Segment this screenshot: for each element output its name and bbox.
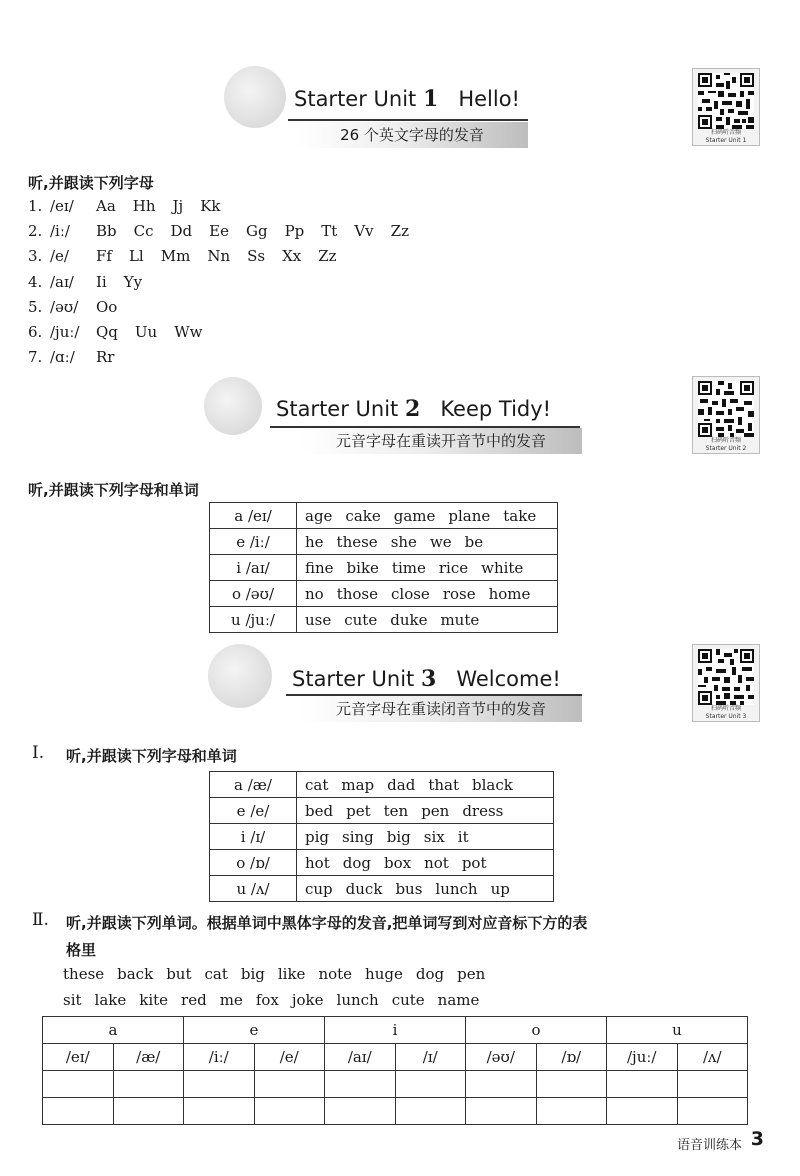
vowel-sound-cell: o /ɒ/ bbox=[210, 850, 297, 876]
letter-pair: Bb bbox=[96, 222, 117, 241]
example-word: game bbox=[393, 506, 436, 525]
table-row bbox=[210, 772, 554, 798]
table-row bbox=[210, 607, 558, 633]
answer-row bbox=[43, 1098, 748, 1125]
example-word: duck bbox=[345, 879, 383, 898]
letter-pair: Tt bbox=[321, 222, 338, 241]
qr-caption-unit: Starter Unit 1 bbox=[705, 137, 747, 144]
example-words-cell bbox=[297, 824, 554, 850]
phonetic-symbol: /aɪ/ bbox=[50, 272, 74, 291]
letter-pair: Xx bbox=[282, 247, 302, 266]
example-word: we bbox=[429, 532, 452, 551]
example-word: sing bbox=[342, 827, 374, 846]
example-word: dog bbox=[342, 853, 371, 872]
phonetic-symbol: /iː/ bbox=[50, 222, 70, 241]
unit2-title: Starter Unit 2 Keep Tidy! bbox=[276, 396, 552, 422]
letter-pair: Qq bbox=[96, 323, 118, 341]
qr-caption-unit: Starter Unit 3 bbox=[705, 713, 747, 720]
letter-pair: Vv bbox=[354, 222, 374, 241]
page-number: 3 bbox=[750, 1128, 764, 1150]
letter-pair: Ii bbox=[96, 272, 107, 291]
line-number: 5. bbox=[28, 297, 43, 316]
phonetic-header-row bbox=[43, 1044, 748, 1071]
line-number: 4. bbox=[28, 272, 43, 291]
example-words-cell bbox=[297, 772, 554, 798]
phonetic-symbol: /eɪ/ bbox=[50, 197, 74, 215]
answer-blank-cell[interactable] bbox=[607, 1098, 678, 1125]
word-bank-word: kite bbox=[139, 991, 169, 1009]
letter-pair: Uu bbox=[134, 323, 158, 341]
table-row bbox=[210, 850, 554, 876]
example-word: dad bbox=[387, 775, 416, 794]
example-word: be bbox=[464, 532, 484, 551]
example-word: it bbox=[457, 827, 469, 846]
vowel-sound-cell: u /juː/ bbox=[210, 607, 297, 633]
vowel-sound-cell: a /eɪ/ bbox=[210, 503, 297, 529]
vowel-header-cell: a bbox=[43, 1017, 184, 1044]
example-words-cell bbox=[297, 581, 558, 607]
example-words-cell bbox=[297, 798, 554, 824]
phonetic-header-cell: /ɪ/ bbox=[395, 1044, 466, 1071]
phonetic-header-cell: /æ/ bbox=[113, 1044, 184, 1071]
word-bank-word: huge bbox=[365, 965, 403, 983]
unit2-phonics-table bbox=[209, 502, 558, 633]
phonetic-symbol: /e/ bbox=[50, 247, 69, 266]
unit2-decor-circle bbox=[204, 377, 262, 435]
letter-pair: Rr bbox=[96, 348, 115, 367]
answer-blank-cell[interactable] bbox=[43, 1071, 114, 1098]
line-number: 7. bbox=[28, 348, 43, 367]
example-word: bike bbox=[346, 558, 379, 577]
example-word: up bbox=[490, 879, 510, 898]
example-word: white bbox=[481, 558, 524, 577]
letter-pair: Zz bbox=[318, 247, 337, 266]
example-word: mute bbox=[440, 610, 480, 629]
letter-pair: Yy bbox=[123, 272, 143, 291]
example-word: bed bbox=[305, 801, 334, 820]
answer-blank-cell[interactable] bbox=[325, 1098, 396, 1125]
letter-pair: Gg bbox=[245, 222, 268, 241]
example-word: pig bbox=[305, 827, 330, 846]
letter-pair: Ll bbox=[128, 247, 144, 266]
word-bank-word: name bbox=[437, 991, 480, 1009]
qr-code-icon bbox=[698, 381, 754, 437]
vowel-sound-cell: i /aɪ/ bbox=[210, 555, 297, 581]
phonetic-header-cell: /ɒ/ bbox=[536, 1044, 607, 1071]
unit2-instruction: 听,并跟读下列字母和单词 bbox=[28, 481, 199, 499]
unit3-part2-instruction-line2: 格里 bbox=[66, 941, 97, 959]
book-title: 语音训练本 bbox=[676, 1138, 742, 1153]
example-word: cat bbox=[305, 775, 329, 794]
example-word: big bbox=[386, 827, 411, 846]
phonetic-header-cell: /əʊ/ bbox=[466, 1044, 537, 1071]
word-bank-word: note bbox=[318, 965, 353, 983]
example-word: rice bbox=[438, 558, 469, 577]
example-word: lunch bbox=[435, 879, 478, 898]
example-word: six bbox=[423, 827, 445, 846]
example-word: duke bbox=[390, 610, 428, 629]
table-row bbox=[210, 581, 558, 607]
answer-table bbox=[42, 1016, 748, 1125]
phonetic-header-cell: /juː/ bbox=[607, 1044, 678, 1071]
example-words-cell bbox=[297, 503, 558, 529]
letter-pair: Nn bbox=[207, 247, 231, 266]
line-number: 3. bbox=[28, 247, 43, 266]
answer-blank-cell[interactable] bbox=[395, 1098, 466, 1125]
vowel-sound-cell: u /ʌ/ bbox=[210, 876, 297, 902]
example-word: time bbox=[391, 558, 426, 577]
letter-line bbox=[28, 348, 131, 366]
letter-line bbox=[28, 247, 354, 265]
vowel-sound-cell: e /e/ bbox=[210, 798, 297, 824]
qr-caption: 扫码听音频 bbox=[710, 437, 741, 444]
vowel-header-cell: o bbox=[466, 1017, 607, 1044]
vowel-header-cell: u bbox=[607, 1017, 748, 1044]
unit3-part1-instruction: 听,并跟读下列字母和单词 bbox=[66, 747, 237, 765]
example-word: dress bbox=[462, 801, 504, 820]
unit1-instruction: 听,并跟读下列字母 bbox=[28, 174, 154, 192]
answer-blank-cell[interactable] bbox=[395, 1071, 466, 1098]
answer-row bbox=[43, 1071, 748, 1098]
phonetic-header-cell: /e/ bbox=[254, 1044, 325, 1071]
unit3-title: Starter Unit 3 Welcome! bbox=[292, 666, 561, 692]
answer-blank-cell[interactable] bbox=[607, 1071, 678, 1098]
word-bank-word: pen bbox=[457, 965, 486, 983]
example-word: map bbox=[341, 775, 375, 794]
example-word: these bbox=[336, 532, 378, 551]
letter-line bbox=[28, 197, 238, 215]
phonetic-header-cell: /iː/ bbox=[184, 1044, 255, 1071]
example-word: age bbox=[305, 506, 333, 525]
word-bank-word: cat bbox=[204, 965, 228, 983]
example-word: box bbox=[383, 853, 412, 872]
vowel-header-row bbox=[43, 1017, 748, 1044]
unit3-part2-instruction-line1: 听,并跟读下列单词。根据单词中黑体字母的发音,把单词写到对应音标下方的表 bbox=[66, 914, 588, 932]
letter-line bbox=[28, 222, 426, 240]
example-words-cell bbox=[297, 529, 558, 555]
word-bank-word: lunch bbox=[336, 991, 379, 1009]
answer-blank-cell[interactable] bbox=[113, 1071, 184, 1098]
answer-blank-cell[interactable] bbox=[677, 1098, 748, 1125]
answer-blank-cell[interactable] bbox=[184, 1098, 255, 1125]
part1-number: Ⅰ. bbox=[32, 743, 45, 763]
table-row bbox=[210, 876, 554, 902]
unit1-subtitle: 26 个英文字母的发音 bbox=[296, 122, 528, 148]
example-word: cute bbox=[344, 610, 378, 629]
example-word: pot bbox=[461, 853, 487, 872]
vowel-header-cell: i bbox=[325, 1017, 466, 1044]
unit3-decor-circle bbox=[208, 644, 272, 708]
example-words-cell bbox=[297, 555, 558, 581]
table-row bbox=[210, 529, 558, 555]
example-word: cake bbox=[345, 506, 381, 525]
letter-line bbox=[28, 323, 219, 341]
answer-blank-cell[interactable] bbox=[325, 1071, 396, 1098]
example-word: bus bbox=[395, 879, 423, 898]
letter-pair: Pp bbox=[284, 222, 305, 241]
word-bank-word: joke bbox=[291, 991, 324, 1009]
example-word: hot bbox=[305, 853, 330, 872]
example-word: use bbox=[305, 610, 332, 629]
vowel-sound-cell: o /əʊ/ bbox=[210, 581, 297, 607]
letter-pair: Hh bbox=[132, 197, 156, 215]
unit2-subtitle: 元音字母在重读开音节中的发音 bbox=[300, 428, 582, 454]
letter-pair: Ee bbox=[209, 222, 229, 241]
example-word: pen bbox=[421, 801, 450, 820]
example-word: take bbox=[503, 506, 537, 525]
example-word: close bbox=[391, 584, 430, 603]
letter-pair: Aa bbox=[96, 197, 116, 215]
unit1-title: Starter Unit 1 Hello! bbox=[294, 86, 520, 112]
letter-pair: Dd bbox=[170, 222, 193, 241]
phonetic-header-cell: /aɪ/ bbox=[325, 1044, 396, 1071]
qr-caption-unit: Starter Unit 2 bbox=[705, 445, 747, 452]
table-row bbox=[210, 503, 558, 529]
qr-caption: 扫码听音频 bbox=[710, 129, 741, 136]
answer-blank-cell[interactable] bbox=[43, 1098, 114, 1125]
line-number: 2. bbox=[28, 222, 43, 241]
example-word: those bbox=[336, 584, 378, 603]
qr-code-unit1[interactable] bbox=[692, 68, 760, 146]
letter-pair: Ss bbox=[247, 247, 266, 266]
word-bank-word: lake bbox=[94, 991, 127, 1009]
example-word: she bbox=[390, 532, 417, 551]
unit1-decor-circle bbox=[224, 66, 286, 128]
example-word: he bbox=[305, 532, 324, 551]
answer-blank-cell[interactable] bbox=[254, 1071, 325, 1098]
answer-blank-cell[interactable] bbox=[254, 1098, 325, 1125]
example-word: black bbox=[471, 775, 513, 794]
word-bank-word: but bbox=[166, 965, 192, 983]
example-word: cup bbox=[305, 879, 333, 898]
letter-pair: Kk bbox=[200, 197, 221, 215]
word-bank-line-2 bbox=[63, 991, 492, 1009]
word-bank-word: like bbox=[277, 965, 306, 983]
example-words-cell bbox=[297, 607, 558, 633]
example-word: rose bbox=[442, 584, 476, 603]
qr-code-unit3[interactable] bbox=[692, 644, 760, 722]
example-word: not bbox=[424, 853, 449, 872]
unit1-rule bbox=[288, 119, 528, 121]
word-bank-word: dog bbox=[415, 965, 445, 983]
example-word: plane bbox=[448, 506, 491, 525]
vowel-sound-cell: i /ɪ/ bbox=[210, 824, 297, 850]
letter-pair: Ff bbox=[96, 247, 112, 266]
letter-pair: Ww bbox=[174, 323, 203, 341]
word-bank-word: red bbox=[181, 991, 207, 1009]
word-bank-word: cute bbox=[391, 991, 425, 1009]
answer-blank-cell[interactable] bbox=[466, 1098, 537, 1125]
letter-line bbox=[28, 298, 134, 316]
answer-blank-cell[interactable] bbox=[677, 1071, 748, 1098]
example-word: no bbox=[305, 584, 324, 603]
example-word: home bbox=[488, 584, 531, 603]
table-row bbox=[210, 555, 558, 581]
word-bank-word: fox bbox=[255, 991, 279, 1009]
example-word: fine bbox=[305, 558, 334, 577]
phonetic-symbol: /juː/ bbox=[50, 323, 80, 341]
phonetic-header-cell: /eɪ/ bbox=[43, 1044, 114, 1071]
word-bank-word: me bbox=[219, 991, 243, 1009]
line-number: 6. bbox=[28, 323, 43, 341]
example-words-cell bbox=[297, 850, 554, 876]
table-row bbox=[210, 824, 554, 850]
letter-pair: Mm bbox=[160, 247, 191, 266]
phonetic-symbol: /əʊ/ bbox=[50, 297, 79, 316]
line-number: 1. bbox=[28, 197, 43, 215]
phonetic-header-cell: /ʌ/ bbox=[677, 1044, 748, 1071]
table-row bbox=[210, 798, 554, 824]
example-word: pet bbox=[346, 801, 371, 820]
part2-number: Ⅱ. bbox=[32, 910, 49, 930]
word-bank-word: big bbox=[240, 965, 265, 983]
letter-pair: Zz bbox=[390, 222, 409, 241]
answer-blank-cell[interactable] bbox=[184, 1071, 255, 1098]
qr-code-unit2[interactable] bbox=[692, 376, 760, 454]
qr-code-icon bbox=[698, 73, 754, 129]
answer-blank-cell[interactable] bbox=[536, 1098, 607, 1125]
letter-pair: Cc bbox=[133, 222, 154, 241]
vowel-sound-cell: a /æ/ bbox=[210, 772, 297, 798]
example-words-cell bbox=[297, 876, 554, 902]
answer-blank-cell[interactable] bbox=[536, 1071, 607, 1098]
unit3-phonics-table bbox=[209, 771, 554, 902]
phonetic-symbol: /ɑː/ bbox=[50, 348, 75, 367]
word-bank-word: these bbox=[63, 965, 105, 983]
vowel-sound-cell: e /iː/ bbox=[210, 529, 297, 555]
vowel-header-cell: e bbox=[184, 1017, 325, 1044]
example-word: that bbox=[428, 775, 459, 794]
letter-line bbox=[28, 273, 159, 291]
word-bank-line-1 bbox=[63, 965, 498, 983]
example-word: ten bbox=[383, 801, 409, 820]
unit3-subtitle: 元音字母在重读闭音节中的发音 bbox=[300, 696, 582, 722]
word-bank-word: back bbox=[117, 965, 154, 983]
answer-blank-cell[interactable] bbox=[113, 1098, 184, 1125]
answer-blank-cell[interactable] bbox=[466, 1071, 537, 1098]
letter-pair: Oo bbox=[96, 297, 118, 316]
qr-code-icon bbox=[698, 649, 754, 705]
qr-caption: 扫码听音频 bbox=[710, 705, 741, 712]
letter-pair: Jj bbox=[172, 197, 184, 215]
word-bank-word: sit bbox=[63, 991, 82, 1009]
